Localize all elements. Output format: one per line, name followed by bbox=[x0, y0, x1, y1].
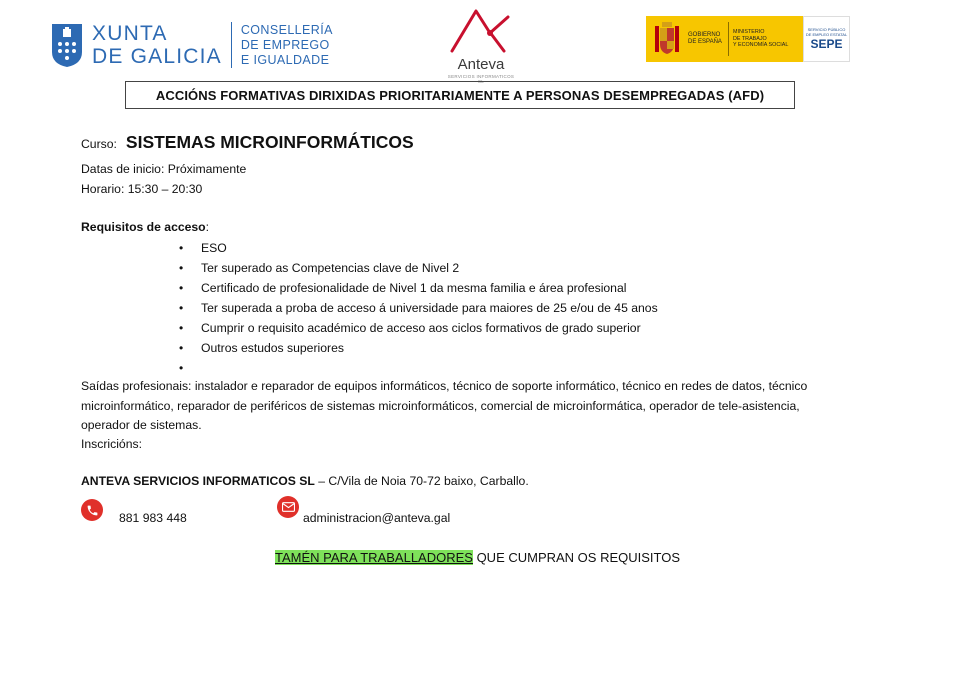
ministry-line-2: DE TRABAJO bbox=[733, 35, 767, 42]
phone-number[interactable]: 881 983 448 bbox=[119, 511, 187, 525]
requirements-heading-text: Requisitos de acceso bbox=[81, 220, 206, 234]
course-heading bbox=[81, 132, 414, 153]
list-item: • Ter superado as Competencias clave de Nivel 2 bbox=[178, 258, 658, 278]
list-item: • ESO bbox=[178, 238, 658, 258]
careers-line-1: Saídas profesionais: instalador e reparador de equipos informáticos, técnico de soporte informático, técnico en redes de datos, técnico bbox=[81, 379, 808, 393]
course-name: SISTEMAS MICROINFORMÁTICOS bbox=[125, 132, 414, 152]
requirements-list bbox=[178, 238, 658, 378]
registration-label: Inscricións: bbox=[81, 437, 142, 451]
anteva-subtitle: SERVICIOS INFORMATICOS SL bbox=[447, 74, 515, 84]
anteva-name: Anteva bbox=[457, 56, 505, 73]
requirements-heading bbox=[81, 218, 209, 238]
xunta-divider bbox=[231, 22, 232, 68]
careers-line-2: microinformático, reparador de periféricos de sistemas microinformáticos, comercial de microinformática, operador de tele-asistencia, bbox=[81, 399, 800, 413]
sepe-name: SEPE bbox=[810, 37, 843, 51]
footer-note bbox=[275, 548, 680, 567]
sepe-line-2: DE EMPLEO ESTATAL bbox=[805, 32, 848, 37]
phone-glyph-icon bbox=[86, 504, 99, 517]
xunta-shield-icon bbox=[50, 22, 84, 68]
sepe-line-1: SERVICIO PÚBLICO bbox=[807, 27, 846, 32]
government-text bbox=[688, 32, 724, 46]
start-dates: Datas de inicio: Próximamente bbox=[81, 162, 247, 176]
xunta-name bbox=[92, 22, 222, 68]
department-name bbox=[241, 23, 333, 68]
company-line bbox=[81, 472, 529, 492]
xunta-logo bbox=[50, 20, 333, 70]
xunta-line-1: XUNTA bbox=[92, 22, 168, 45]
sepe-logo bbox=[803, 16, 850, 62]
anteva-logo bbox=[444, 7, 518, 84]
ministry-text bbox=[733, 29, 799, 48]
list-item: • Certificado de profesionalidade de Nivel 1 da mesma familia e área profesional bbox=[178, 278, 658, 298]
email-address[interactable]: administracion@anteva.gal bbox=[303, 511, 451, 525]
list-item bbox=[178, 358, 658, 378]
phone-icon bbox=[81, 499, 103, 521]
government-line-1: GOBIERNO bbox=[688, 32, 721, 38]
ministry-block bbox=[646, 16, 803, 62]
course-label: Curso: bbox=[81, 137, 117, 151]
schedule: Horario: 15:30 – 20:30 bbox=[81, 182, 203, 196]
xunta-line-2: DE GALICIA bbox=[92, 45, 222, 68]
list-item: • Ter superada a proba de acceso á universidade para maiores de 25 e/ou de 45 anos bbox=[178, 298, 658, 318]
email-icon bbox=[277, 496, 299, 518]
requirements-heading-colon: : bbox=[205, 220, 210, 234]
banner-title: ACCIÓNS FORMATIVAS DIRIXIDAS PRIORITARIAMENTE A PERSONAS DESEMPREGADAS (AFD) bbox=[125, 81, 795, 109]
list-item: • Outros estudos superiores bbox=[178, 338, 658, 358]
department-line-3: E IGUALDADE bbox=[240, 52, 330, 67]
careers-line-3: operador de sistemas. bbox=[81, 418, 202, 432]
ministry-line-1: MINISTERIO bbox=[733, 29, 765, 36]
ministry-line-3: Y ECONOMÍA SOCIAL bbox=[733, 42, 789, 49]
envelope-glyph-icon bbox=[282, 502, 295, 512]
workers-highlight: TAMÉN PARA TRABALLADORES bbox=[275, 550, 473, 565]
spain-crest-icon bbox=[652, 20, 682, 58]
company-address: – C/Vila de Noia 70-72 baixo, Carballo. bbox=[314, 474, 529, 488]
anteva-mark-icon bbox=[446, 7, 516, 53]
government-logo bbox=[646, 16, 850, 62]
department-line-2: DE EMPREGO bbox=[240, 37, 330, 52]
department-line-1: CONSELLERÍA bbox=[240, 22, 333, 37]
ministry-divider bbox=[728, 22, 729, 56]
footer-rest: QUE CUMPRAN OS REQUISITOS bbox=[472, 550, 681, 565]
government-line-2: DE ESPAÑA bbox=[688, 39, 722, 45]
list-item: • Cumprir o requisito académico de acceso aos ciclos formativos de grado superior bbox=[178, 318, 658, 338]
company-name: ANTEVA SERVICIOS INFORMATICOS SL bbox=[81, 474, 315, 488]
